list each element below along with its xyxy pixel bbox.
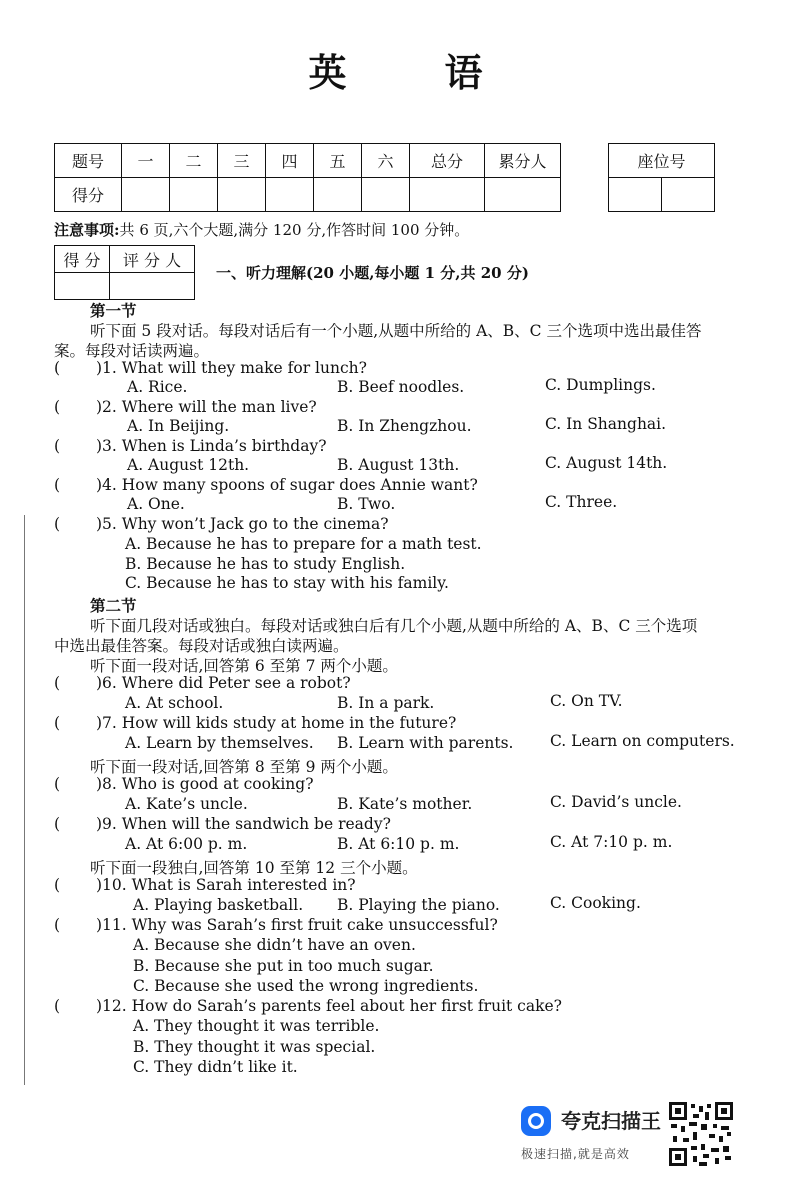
score-table <box>54 143 561 212</box>
score-input-cell[interactable] <box>410 178 485 212</box>
score-input-cell[interactable] <box>314 178 362 212</box>
option-a: A. August 12th. <box>127 456 250 474</box>
grade-grader-label: 评 分 人 <box>110 246 195 273</box>
option-a: A. Rice. <box>127 378 188 396</box>
title-char-2: 语 <box>444 50 485 95</box>
notice-text: 共 6 页,六个大题,满分 120 分,作答时间 100 分钟。 <box>119 221 470 239</box>
section-title: 一、听力理解(20 小题,每小题 1 分,共 20 分) <box>216 264 529 282</box>
option-b: B. At 6:10 p. m. <box>337 835 460 853</box>
part2-lead: 听下面一段对话,回答第 6 至第 7 两个小题。 <box>90 657 398 675</box>
question-5: )5. Why won’t Jack go to the cinema? <box>96 515 389 533</box>
answer-bracket[interactable]: ( <box>54 876 61 894</box>
score-header-cell: 一 <box>122 144 170 178</box>
answer-bracket[interactable]: ( <box>54 398 61 416</box>
question-11: )11. Why was Sarah’s first fruit cake unsuccessful? <box>96 916 498 934</box>
margin-rule <box>24 515 25 1085</box>
question-6: )6. Where did Peter see a robot? <box>96 674 351 692</box>
question-4: )4. How many spoons of sugar does Annie want? <box>96 476 478 494</box>
part2-instruction: 中选出最佳答案。每段对话或独白读两遍。 <box>54 637 349 655</box>
seat-input-cell[interactable] <box>609 178 662 212</box>
quark-logo-icon <box>521 1106 551 1136</box>
option-b: B. In Zhengzhou. <box>337 417 472 435</box>
score-input-cell[interactable] <box>218 178 266 212</box>
page-title <box>0 42 793 97</box>
score-row-label: 得分 <box>55 178 122 212</box>
option-c: C. Learn on computers. <box>550 732 735 750</box>
part1-instruction: 案。每段对话读两遍。 <box>54 342 210 360</box>
grade-score-input[interactable] <box>55 273 110 300</box>
option-b: B. Two. <box>337 495 396 513</box>
title-char-1: 英 <box>308 50 349 95</box>
option-a: A. At 6:00 p. m. <box>125 835 248 853</box>
question-7: )7. How will kids study at home in the future? <box>96 714 457 732</box>
question-12: )12. How do Sarah’s parents feel about her first fruit cake? <box>96 997 562 1015</box>
part2-lead: 听下面一段独白,回答第 10 至第 12 三个小题。 <box>90 859 418 877</box>
score-header-cell: 题号 <box>55 144 122 178</box>
option-b: B. Learn with parents. <box>337 734 514 752</box>
seat-table <box>608 143 715 212</box>
option-c: C. Cooking. <box>550 894 641 912</box>
option-a: A. Learn by themselves. <box>125 734 314 752</box>
option-b: B. Beef noodles. <box>337 378 465 396</box>
qr-code-icon <box>669 1102 733 1166</box>
answer-bracket[interactable]: ( <box>54 674 61 692</box>
question-1: )1. What will they make for lunch? <box>96 359 367 377</box>
part2-instruction: 听下面几段对话或独白。每段对话或独白后有几个小题,从题中所给的 A、B、C 三个选项 <box>90 617 698 635</box>
option-a: A. At school. <box>125 694 224 712</box>
option-c: C. Because he has to stay with his family. <box>125 574 449 592</box>
part2-lead: 听下面一段对话,回答第 8 至第 9 两个小题。 <box>90 758 398 776</box>
answer-bracket[interactable]: ( <box>54 916 61 934</box>
option-b: B. August 13th. <box>337 456 460 474</box>
answer-bracket[interactable]: ( <box>54 437 61 455</box>
option-c: C. At 7:10 p. m. <box>550 833 673 851</box>
option-b: B. Kate’s mother. <box>337 795 473 813</box>
option-c: C. Three. <box>545 493 618 511</box>
notice <box>54 219 469 240</box>
score-header-cell: 累分人 <box>485 144 561 178</box>
part2-heading: 第二节 <box>90 596 137 615</box>
part1-heading: 第一节 <box>90 301 137 320</box>
question-2: )2. Where will the man live? <box>96 398 317 416</box>
answer-bracket[interactable]: ( <box>54 359 61 377</box>
question-9: )9. When will the sandwich be ready? <box>96 815 391 833</box>
option-a: A. Kate’s uncle. <box>125 795 248 813</box>
answer-bracket[interactable]: ( <box>54 997 61 1015</box>
option-a: A. They thought it was terrible. <box>133 1017 380 1035</box>
seat-input-cell[interactable] <box>662 178 715 212</box>
answer-bracket[interactable]: ( <box>54 476 61 494</box>
option-c: C. In Shanghai. <box>545 415 667 433</box>
option-c: C. August 14th. <box>545 454 668 472</box>
option-c: C. They didn’t like it. <box>133 1058 298 1076</box>
score-header-cell: 总分 <box>410 144 485 178</box>
option-a: A. One. <box>127 495 185 513</box>
option-b: B. They thought it was special. <box>133 1038 376 1056</box>
grade-box <box>54 245 195 300</box>
grade-grader-input[interactable] <box>110 273 195 300</box>
score-input-cell[interactable] <box>362 178 410 212</box>
option-b: B. Because he has to study English. <box>125 555 406 573</box>
score-header-cell: 三 <box>218 144 266 178</box>
answer-bracket[interactable]: ( <box>54 775 61 793</box>
score-header-cell: 四 <box>266 144 314 178</box>
score-header-cell: 二 <box>170 144 218 178</box>
option-c: C. Dumplings. <box>545 376 656 394</box>
score-input-cell[interactable] <box>170 178 218 212</box>
option-c: C. David’s uncle. <box>550 793 682 811</box>
score-header-cell: 五 <box>314 144 362 178</box>
notice-label: 注意事项: <box>54 221 120 239</box>
watermark-name: 夸克扫描王 <box>561 1109 661 1133</box>
question-3: )3. When is Linda’s birthday? <box>96 437 327 455</box>
score-header-cell: 六 <box>362 144 410 178</box>
score-input-cell[interactable] <box>122 178 170 212</box>
score-input-cell[interactable] <box>266 178 314 212</box>
answer-bracket[interactable]: ( <box>54 714 61 732</box>
answer-bracket[interactable]: ( <box>54 815 61 833</box>
answer-bracket[interactable]: ( <box>54 515 61 533</box>
option-c: C. Because she used the wrong ingredients. <box>133 977 479 995</box>
grade-score-label: 得 分 <box>55 246 110 273</box>
option-b: B. In a park. <box>337 694 435 712</box>
score-input-cell[interactable] <box>485 178 561 212</box>
option-a: A. In Beijing. <box>127 417 230 435</box>
option-a: A. Because he has to prepare for a math test. <box>125 535 482 553</box>
option-b: B. Because she put in too much sugar. <box>133 957 434 975</box>
question-8: )8. Who is good at cooking? <box>96 775 314 793</box>
option-b: B. Playing the piano. <box>337 896 500 914</box>
option-a: A. Because she didn’t have an oven. <box>133 936 416 954</box>
option-c: C. On TV. <box>550 692 623 710</box>
part1-instruction: 听下面 5 段对话。每段对话后有一个小题,从题中所给的 A、B、C 三个选项中选出最佳答 <box>90 322 702 340</box>
seat-label: 座位号 <box>609 144 715 178</box>
option-a: A. Playing basketball. <box>133 896 304 914</box>
watermark-slogan: 极速扫描,就是高效 <box>521 1147 630 1161</box>
question-10: )10. What is Sarah interested in? <box>96 876 356 894</box>
